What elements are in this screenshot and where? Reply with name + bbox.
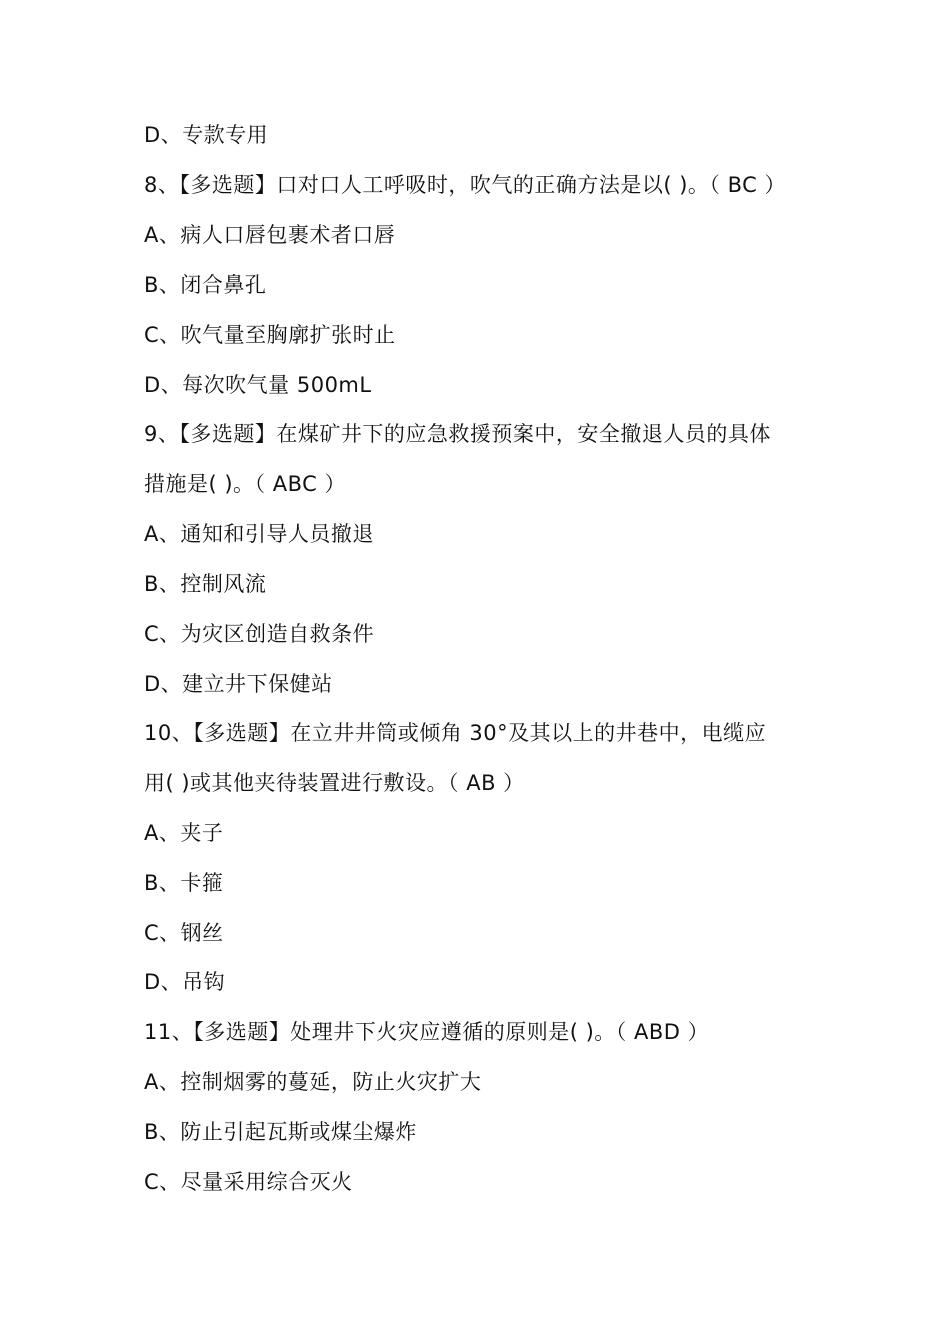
option-text: D、建立井下保健站 [144, 672, 333, 696]
option-text: A、通知和引导人员撤退 [144, 522, 374, 546]
option-text: B、防止引起瓦斯或煤尘爆炸 [144, 1120, 417, 1144]
option-text: B、卡箍 [144, 871, 224, 895]
question-text: 10、【多选题】在立井井筒或倾角 30°及其以上的井巷中，电缆应 [144, 721, 767, 745]
option-text: C、尽量采用综合灭火 [144, 1170, 353, 1194]
option-text: D、专款专用 [144, 123, 269, 147]
option-text: D、吊钩 [144, 970, 226, 994]
option-text: C、钢丝 [144, 921, 224, 945]
option-text: C、吹气量至胸廓扩张时止 [144, 323, 396, 347]
question-text-continued: 措施是( )。（ ABC ） [144, 472, 346, 496]
option-text: C、为灾区创造自救条件 [144, 622, 375, 646]
option-text: A、病人口唇包裹术者口唇 [144, 223, 396, 247]
question-text: 11、【多选题】处理井下火灾应遵循的原则是( )。（ ABD ） [144, 1020, 710, 1044]
option-text: A、控制烟雾的蔓延，防止火灾扩大 [144, 1070, 482, 1094]
question-text-continued: 用( )或其他夹待装置进行敷设。（ AB ） [144, 771, 525, 795]
option-text: D、每次吹气量 500mL [144, 373, 372, 397]
question-text: 9、【多选题】在煤矿井下的应急救援预案中，安全撤退人员的具体 [144, 422, 771, 446]
option-text: B、闭合鼻孔 [144, 273, 267, 297]
question-text: 8、【多选题】口对口人工呼吸时，吹气的正确方法是以( )。（ BC ） [144, 173, 786, 197]
option-text: A、夹子 [144, 821, 224, 845]
option-text: B、控制风流 [144, 572, 267, 596]
